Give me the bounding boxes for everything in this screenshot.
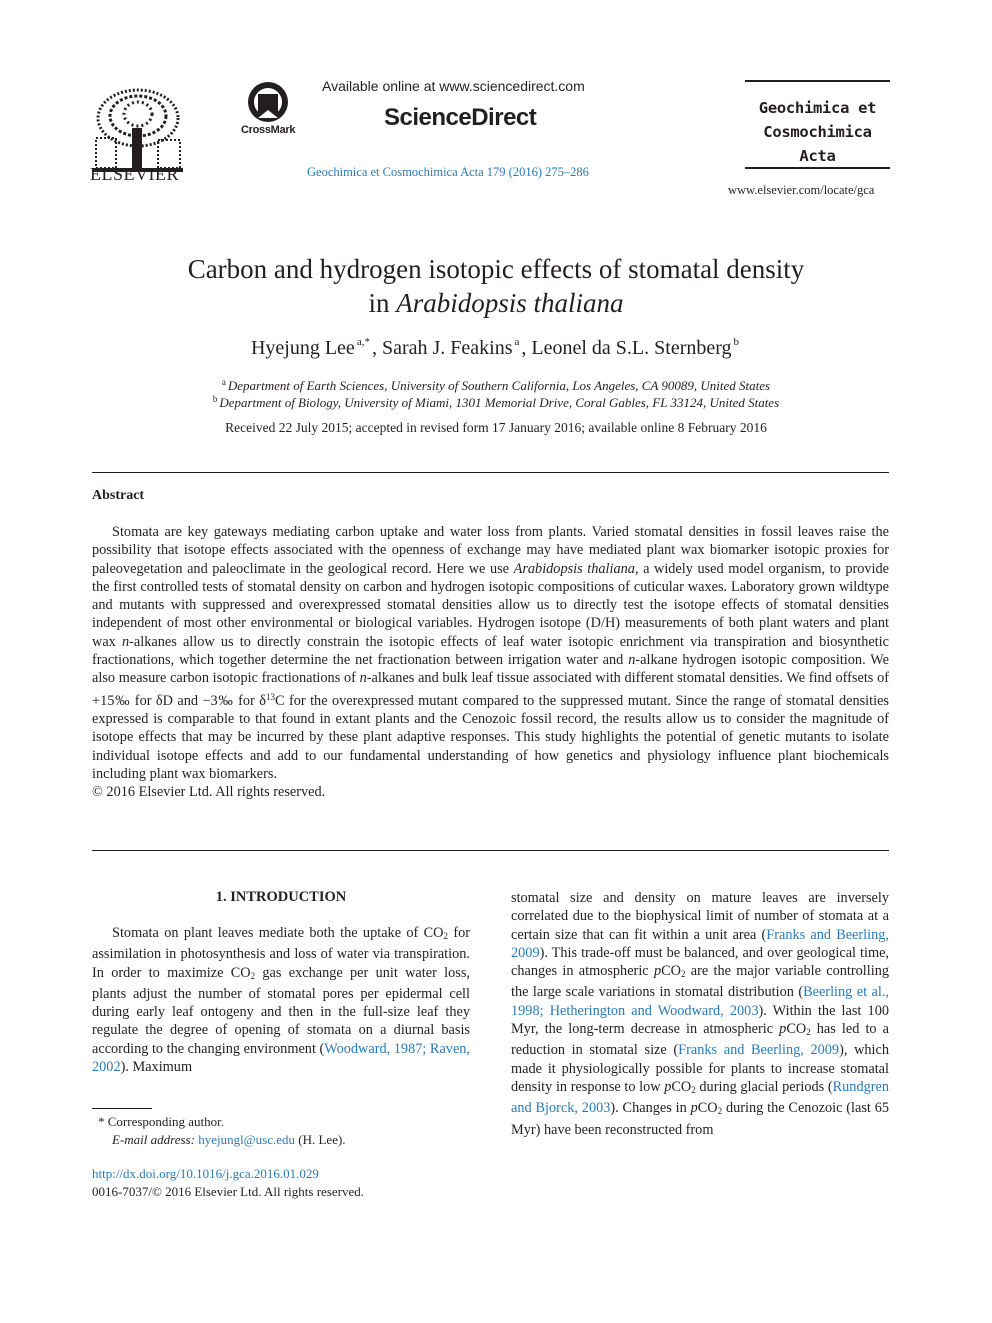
body-column-left bbox=[92, 924, 470, 1076]
body-text: CO bbox=[697, 1100, 718, 1117]
journal-title-line: Cosmochimica bbox=[763, 123, 872, 141]
affiliation-text: Department of Biology, University of Miami, 1301 Memorial Drive, Coral Gables, FL 33124, United States bbox=[219, 395, 780, 410]
article-title bbox=[0, 252, 992, 320]
title-line-1: Carbon and hydrogen isotopic effects of stomatal density bbox=[187, 254, 805, 284]
section-heading: 1. INTRODUCTION bbox=[215, 889, 347, 905]
abstract-copyright: © 2016 Elsevier Ltd. All rights reserved. bbox=[92, 784, 326, 801]
email-suffix: (H. Lee). bbox=[295, 1132, 346, 1147]
title-line-2 bbox=[0, 286, 992, 320]
affiliation bbox=[0, 394, 992, 411]
body-text: CO bbox=[671, 1078, 692, 1095]
abstract-italic: n bbox=[359, 670, 367, 687]
italic-p: p bbox=[653, 963, 662, 980]
citation-link[interactable]: Franks and Beerling, 2009 bbox=[511, 926, 889, 961]
journal-title-box bbox=[745, 80, 890, 169]
italic-p: p bbox=[664, 1078, 672, 1095]
journal-title bbox=[745, 96, 890, 168]
title-species: Arabidopsis thaliana bbox=[396, 288, 624, 318]
abstract-text: , a widely used model organism, to provide the first controlled tests of stomatal density on carbon and hydrogen isotopic compositions of cuticular waxes. Laboratory grown wildtype and mutants with suppressed and overexpressed stomatal densities allow us to directly test the isotope effects of stomatal densities independent of most other environmental or biological variables. Hydrogen isotope (D/H) measurements of both plant waters and plant wax bbox=[92, 560, 889, 650]
abstract-text: -alkanes and bulk leaf tissue associated with different stomatal densities. We find offsets of +15‰ for δD and −3‰ for δ bbox=[92, 670, 889, 709]
article-history: Received 22 July 2015; accepted in revised form 17 January 2016; available online 8 February 2016 bbox=[225, 420, 767, 435]
body-text: are the major variable controlling the large scale variations in stomatal distribution ( bbox=[511, 963, 889, 1001]
abstract-superscript: 13 bbox=[266, 691, 275, 702]
title-prefix: in bbox=[368, 288, 397, 318]
citation-link[interactable]: Rundgren and Bjorck, 2003 bbox=[511, 1078, 890, 1117]
body-text: Stomata on plant leaves mediate both the uptake of CO bbox=[112, 925, 444, 941]
abstract-text: Stomata are key gateways mediating carbon uptake and water loss from plants. Varied stomatal densities in fossil leaves raise the possibility that isotope effects associated with the openness of exchange may have mediated plant wax biomarker isotopic proxies for paleovegetation and paleoclimate in the geological record. Here we use bbox=[92, 524, 889, 577]
divider bbox=[92, 472, 889, 473]
subscript: 2 bbox=[806, 1027, 811, 1038]
journal-title-line: Acta bbox=[799, 147, 836, 165]
sciencedirect-logo-text: ScienceDirect bbox=[384, 104, 537, 131]
body-text: for assimilation in photosynthesis and loss of water via transpiration. In order to maximize CO bbox=[92, 925, 470, 981]
affiliation bbox=[0, 377, 992, 394]
body-text: ). Within the last 100 Myr, the long-term decrease in atmospheric bbox=[511, 1002, 889, 1038]
body-paragraph bbox=[92, 924, 470, 1076]
footnote-mark: * bbox=[98, 1114, 105, 1129]
body-text: during the Cenozoic (last 65 Myr) have been reconstructed from bbox=[511, 1100, 889, 1138]
body-text: ). Maximum bbox=[120, 1059, 193, 1076]
subscript: 2 bbox=[250, 970, 256, 981]
abstract-body bbox=[92, 523, 889, 801]
abstract-heading: Abstract bbox=[92, 488, 145, 503]
subscript: 2 bbox=[680, 969, 686, 980]
subscript: 2 bbox=[691, 1084, 696, 1095]
body-text: has led to a reduction in stomatal size ( bbox=[511, 1021, 889, 1059]
elsevier-wordmark: ELSEVIER bbox=[90, 164, 179, 184]
divider bbox=[92, 850, 889, 851]
author-affil-mark[interactable]: a,* bbox=[356, 336, 370, 348]
author-name[interactable]: Leonel da S.L. Sternberg bbox=[531, 337, 732, 359]
footnote-corresponding bbox=[92, 1113, 470, 1131]
italic-p: p bbox=[690, 1100, 698, 1117]
affiliation-text: Department of Earth Sciences, University of Southern California, Los Angeles, CA 90089, United States bbox=[227, 378, 771, 393]
body-column-right bbox=[511, 889, 889, 1139]
author-affil-mark[interactable]: b bbox=[733, 336, 740, 348]
abstract-paragraph bbox=[92, 523, 889, 783]
body-text: stomatal size and density on mature leaves are inversely correlated due to the biophysical limit of number of stomata at a certain size that can fit within a unit area ( bbox=[511, 890, 889, 943]
citation-link[interactable]: Beerling et al., 1998; Hetherington and Woodward, 2003 bbox=[511, 984, 889, 1019]
email-label: E-mail address: bbox=[112, 1132, 195, 1147]
journal-title-line: Geochimica et bbox=[758, 99, 877, 117]
abstract-text: -alkane hydrogen isotopic composition. We also measure carbon isotopic fractionations of bbox=[92, 652, 889, 687]
author-affil-mark[interactable]: a bbox=[514, 336, 520, 348]
abstract-italic: n bbox=[122, 633, 130, 650]
affiliation-mark: a bbox=[221, 377, 226, 387]
author-name[interactable]: Sarah J. Feakins bbox=[381, 337, 513, 359]
author-separator: , bbox=[521, 337, 532, 359]
body-text: during glacial periods ( bbox=[695, 1078, 833, 1095]
italic-p: p bbox=[779, 1021, 787, 1038]
abstract-italic: n bbox=[628, 652, 636, 669]
body-text: ). Changes in bbox=[610, 1100, 691, 1117]
body-text: gas exchange per unit water loss, plants adjust the number of stomatal pores per epidermal cell during early leaf ontogeny and then in the full-size leaf they regulate the degree of opening of stomata on a diurnal basis according to the changing environment ( bbox=[92, 964, 470, 1057]
citation-link[interactable]: Franks and Beerling, 2009 bbox=[678, 1042, 840, 1059]
author-separator: , bbox=[371, 337, 382, 359]
doi-link[interactable]: http://dx.doi.org/10.1016/j.gca.2016.01.029 bbox=[92, 1166, 319, 1181]
body-text: CO bbox=[786, 1021, 807, 1038]
subscript: 2 bbox=[443, 931, 448, 941]
available-online-text: Available online at www.sciencedirect.com bbox=[322, 78, 585, 94]
subscript: 2 bbox=[717, 1106, 723, 1117]
body-text: ), which made it physiologically possible for plants to increase stomatal density in response to low bbox=[511, 1042, 890, 1095]
author-name[interactable]: Hyejung Lee bbox=[250, 337, 355, 359]
author-list bbox=[0, 336, 992, 360]
footnote-text: Corresponding author. bbox=[104, 1114, 225, 1129]
footnote-divider bbox=[92, 1108, 152, 1109]
citation-link[interactable]: Woodward, 1987; Raven, 2002 bbox=[92, 1040, 471, 1076]
abstract-text: -alkanes allow us to directly constrain the isotopic effects of leaf water isotopic enrichment via transpiration and biosynthetic fractionations, which together determine the net fractionation between irrigation water and bbox=[92, 633, 889, 669]
abstract-italic: Arabidopsis thaliana bbox=[513, 560, 635, 577]
body-text: ). This trade-off must be balanced, and over geological time, changes in atmospheric bbox=[511, 944, 889, 980]
affiliation-mark: b bbox=[212, 394, 218, 404]
email-link[interactable]: hyejungl@usc.edu bbox=[198, 1132, 296, 1147]
crossmark-label: CrossMark bbox=[241, 124, 296, 136]
journal-url[interactable]: www.elsevier.com/locate/gca bbox=[728, 183, 875, 197]
footnote-email bbox=[112, 1131, 490, 1149]
issn-copyright: 0016-7037/© 2016 Elsevier Ltd. All rights reserved. bbox=[92, 1184, 364, 1199]
body-text: CO bbox=[661, 963, 681, 980]
body-paragraph bbox=[511, 889, 889, 1139]
journal-citation-link[interactable]: Geochimica et Cosmochimica Acta 179 (2016) 275–286 bbox=[307, 165, 589, 179]
abstract-text: C for the overexpressed mutant compared to the suppressed mutant. Since the range of stomatal densities expressed is comparable to that found in extant plants and the Cenozoic fossil record, the results allow us to consider the magnitude of isotope effects that may be incurred by these plant adaptive responses. This study highlights the potential of genetic mutants to isolate individual isotope effects and add to our fundamental understanding of how genetics and physiology influence plant biochemicals including plant wax biomarkers. bbox=[92, 692, 889, 782]
